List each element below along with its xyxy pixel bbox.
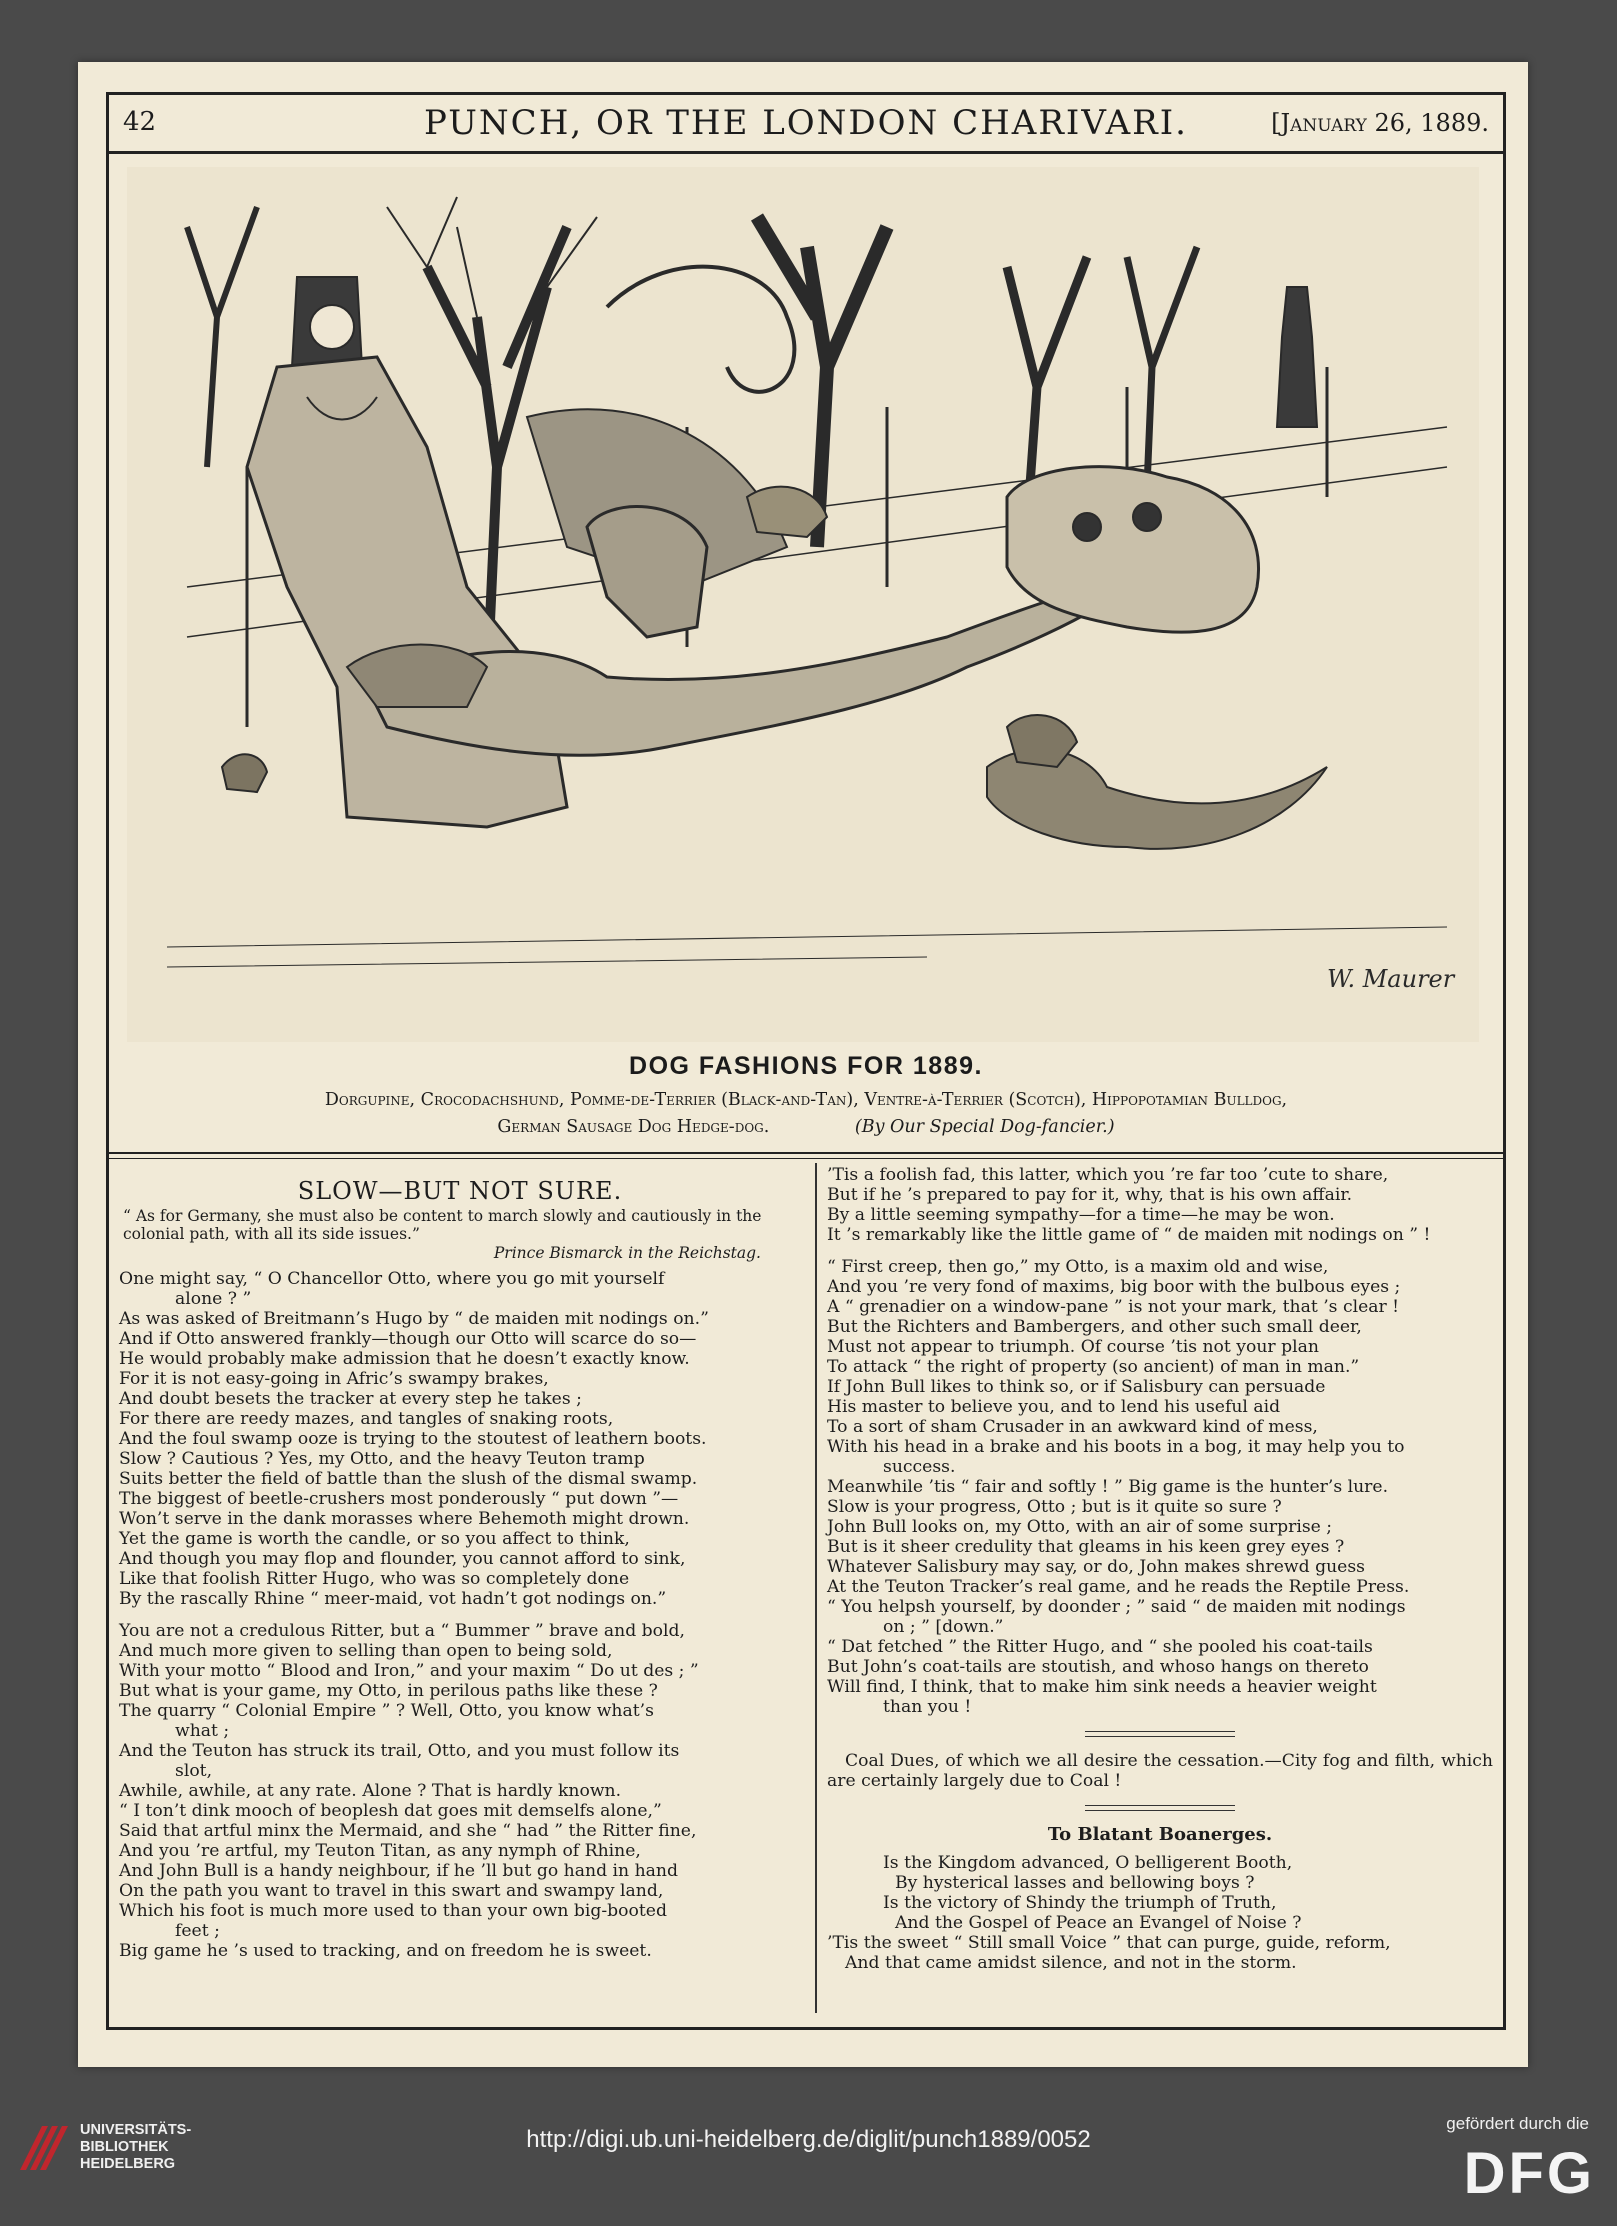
verse-line: And doubt besets the tracker at every step he takes ; <box>119 1389 582 1409</box>
verse-line: And much more given to selling than open to being sold, <box>119 1641 613 1661</box>
verse-line: And the Teuton has struck its trail, Otto, and you must follow its <box>119 1741 680 1761</box>
verse-line: feet ; <box>175 1921 220 1941</box>
verse-line: And you ’re artful, my Teuton Titan, as any nymph of Rhine, <box>119 1841 641 1861</box>
dfg-logo: DFG <box>1463 2141 1595 2206</box>
caption-line2-text: German Sausage Dog Hedge-dog. <box>497 1117 770 1137</box>
verse-line: The quarry “ Colonial Empire ” ? Well, Otto, you know what’s <box>119 1701 654 1721</box>
institution-line: UNIVERSITÄTS- <box>80 2122 192 2138</box>
verse-line: And though you may flop and flounder, you cannot afford to sink, <box>119 1549 686 1569</box>
verse-line: But John’s coat-tails are stoutish, and whoso hangs on thereto <box>827 1657 1369 1677</box>
epigraph-attribution: Prince Bismarck in the Reichstag. <box>493 1244 761 1262</box>
verse-line: Suits better the field of battle than the slush of the dismal swamp. <box>119 1469 698 1489</box>
verse-line: For it is not easy-going in Afric’s swampy brakes, <box>119 1369 549 1389</box>
verse-line: than you ! <box>883 1697 972 1717</box>
verse-line: success. <box>883 1457 956 1477</box>
verse-line: Said that artful minx the Mermaid, and she “ had ” the Ritter fine, <box>119 1821 697 1841</box>
verse-line: Slow ? Cautious ? Yes, my Otto, and the heavy Teuton tramp <box>119 1449 645 1469</box>
verse-line: Meanwhile ’tis “ fair and softly ! ” Big game is the hunter’s lure. <box>827 1477 1389 1497</box>
verse-line: And the foul swamp ooze is trying to the stoutest of leathern boots. <box>119 1429 707 1449</box>
poem-line: And that came amidst silence, and not in the storm. <box>845 1953 1297 1973</box>
verse-line: You are not a credulous Ritter, but a “ Bummer ” brave and bold, <box>119 1621 685 1641</box>
verse-stanza-2 <box>119 1621 801 1961</box>
verse-line: But if he ’s prepared to pay for it, why, that is his own affair. <box>827 1185 1353 1205</box>
verse-line: By a little seeming sympathy—for a time—he may be won. <box>827 1205 1335 1225</box>
verse-line: “ First creep, then go,” my Otto, is a maxim old and wise, <box>827 1257 1329 1277</box>
column-divider <box>815 1163 817 2013</box>
verse-line: His master to believe you, and to lend his useful aid <box>827 1397 1281 1417</box>
verse-stanza-1 <box>119 1269 801 1609</box>
verse-line: And you ’re very fond of maxims, big boor with the bulbous eyes ; <box>827 1277 1401 1297</box>
verse-line: To a sort of sham Crusader in an awkward kind of mess, <box>827 1417 1318 1437</box>
verse-line: He would probably make admission that he doesn’t exactly know. <box>119 1349 690 1369</box>
epigraph: “ As for Germany, she must also be content to march slowly and cautiously in the colonial path, with all its side issues.” <box>123 1207 762 1243</box>
verse-stanza-3 <box>827 1165 1493 1245</box>
verse-line: But is it sheer credulity that gleams in his keen grey eyes ? <box>827 1537 1345 1557</box>
verse-line: Like that foolish Ritter Hugo, who was so completely done <box>119 1569 630 1589</box>
verse-line: Whatever Salisbury may say, or do, John makes shrewd guess <box>827 1557 1365 1577</box>
right-column <box>827 1165 1493 1973</box>
funder-label: gefördert durch die <box>1446 2114 1589 2133</box>
cartoon-caption-line2 <box>109 1117 1503 1137</box>
poem-line: ’Tis the sweet “ Still small Voice ” that can purge, guide, reform, <box>827 1933 1391 1953</box>
article-title: SLOW—BUT NOT SURE. <box>297 1177 623 1205</box>
cartoon-caption-line1: Dorgupine, Crocodachshund, Pomme-de-Terrier (Black-and-Tan), Ventre-à-Terrier (Scotch), Hippopotamian Bulldog, <box>324 1090 1288 1110</box>
cartoon-icon <box>127 167 1479 1042</box>
verse-line: And John Bull is a handy neighbour, if he ’ll but go hand in hand <box>119 1861 678 1881</box>
cartoon-title: DOG FASHIONS FOR 1889. <box>629 1052 983 1080</box>
verse-line: The biggest of beetle-crushers most ponderously “ put down ”— <box>119 1489 679 1509</box>
page-header <box>109 95 1503 154</box>
verse-line: Must not appear to triumph. Of course ’tis not your plan <box>827 1337 1319 1357</box>
verse-line: Slow is your progress, Otto ; but is it quite so sure ? <box>827 1497 1282 1517</box>
verse-line: “ You helpsh yourself, by doonder ; ” said “ de maiden mit nodings <box>827 1597 1406 1617</box>
verse-line: With your motto “ Blood and Iron,” and your maxim “ Do ut des ; ” <box>119 1661 699 1681</box>
verse-line: But what is your game, my Otto, in perilous paths like these ? <box>119 1681 658 1701</box>
poem-blatant-boanerges <box>827 1853 1493 1973</box>
verse-line: One might say, “ O Chancellor Otto, where you go mit yourself <box>119 1269 665 1289</box>
illustration-signature: W. Maurer <box>1327 965 1455 993</box>
cartoon-illustration <box>127 167 1479 1042</box>
verse-line: But the Richters and Bambergers, and other such small deer, <box>827 1317 1362 1337</box>
verse-line: John Bull looks on, my Otto, with an air of some surprise ; <box>827 1517 1333 1537</box>
verse-line: Big game he ’s used to tracking, and on freedom he is sweet. <box>119 1941 652 1961</box>
verse-line: For there are reedy mazes, and tangles of snaking roots, <box>119 1409 614 1429</box>
cartoon-credit: (By Our Special Dog-fancier.) <box>854 1117 1115 1137</box>
verse-line: what ; <box>175 1721 230 1741</box>
verse-line: As was asked of Breitmann’s Hugo by “ de maiden mit nodings on.” <box>119 1309 709 1329</box>
poem-line: And the Gospel of Peace an Evangel of Noise ? <box>895 1913 1302 1933</box>
verse-line: ’Tis a foolish fad, this latter, which you ’re far too ’cute to share, <box>827 1165 1389 1185</box>
poem-title: To Blatant Boanerges. <box>1047 1824 1273 1845</box>
poem-line: Is the victory of Shindy the triumph of Truth, <box>883 1893 1277 1913</box>
separator-rule <box>1085 1731 1235 1737</box>
issue-date: [January 26, 1889. <box>1271 109 1489 137</box>
verse-line: Won’t serve in the dank morasses where Behemoth might drown. <box>119 1509 690 1529</box>
institution-line: BIBLIOTHEK <box>80 2139 169 2155</box>
coal-dues-note: Coal Dues, of which we all desire the cessation.—City fog and filth, which are certainly largely due to Coal ! <box>827 1751 1493 1791</box>
source-url-link[interactable]: http://digi.ub.uni-heidelberg.de/diglit/punch1889/0052 <box>526 2126 1091 2153</box>
poem-line: By hysterical lasses and bellowing boys ? <box>895 1873 1255 1893</box>
verse-line: slot, <box>175 1761 213 1781</box>
verse-line: On the path you want to travel in this swart and swampy land, <box>119 1881 664 1901</box>
verse-line: A “ grenadier on a window-pane ” is not your mark, that ’s clear ! <box>827 1297 1400 1317</box>
verse-line: And if Otto answered frankly—though our Otto will scarce do so— <box>119 1329 697 1349</box>
verse-line: Which his foot is much more used to than your own big-booted <box>119 1901 667 1921</box>
verse-line: Awhile, awhile, at any rate. Alone ? That is hardly known. <box>119 1781 622 1801</box>
verse-line: With his head in a brake and his boots in a bog, it may help you to <box>827 1437 1405 1457</box>
separator-rule <box>1085 1805 1235 1811</box>
footer-bar <box>0 2112 1617 2226</box>
verse-line: “ I ton’t dink mooch of beoplesh dat goes mit demselfs alone,” <box>119 1801 662 1821</box>
verse-line: If John Bull likes to think so, or if Salisbury can persuade <box>827 1377 1326 1397</box>
verse-line: At the Teuton Tracker’s real game, and he reads the Reptile Press. <box>827 1577 1410 1597</box>
verse-line: Will find, I think, that to make him sink needs a heavier weight <box>827 1677 1377 1697</box>
verse-line: It ’s remarkably like the little game of “ de maiden mit nodings on ” ! <box>827 1225 1431 1245</box>
newspaper-page <box>78 62 1528 2067</box>
verse-line: Yet the game is worth the candle, or so you affect to think, <box>119 1529 630 1549</box>
double-rule <box>109 1152 1503 1159</box>
left-column <box>119 1165 801 1973</box>
verse-line: “ Dat fetched ” the Ritter Hugo, and “ she pooled his coat-tails <box>827 1637 1373 1657</box>
verse-line: To attack “ the right of property (so ancient) of man in man.” <box>827 1357 1360 1377</box>
page-frame <box>106 92 1506 2030</box>
institution-line: HEIDELBERG <box>80 2156 176 2172</box>
verse-line: alone ? ” <box>175 1289 252 1309</box>
poem-line: Is the Kingdom advanced, O belligerent Booth, <box>883 1853 1293 1873</box>
masthead: PUNCH, OR THE LONDON CHARIVARI. <box>424 103 1188 143</box>
verse-line: By the rascally Rhine “ meer-maid, vot hadn’t got nodings on.” <box>119 1589 667 1609</box>
verse-stanza-4 <box>827 1257 1493 1717</box>
verse-line: on ; ” [down.” <box>883 1617 1004 1637</box>
page-number: 42 <box>123 107 157 137</box>
